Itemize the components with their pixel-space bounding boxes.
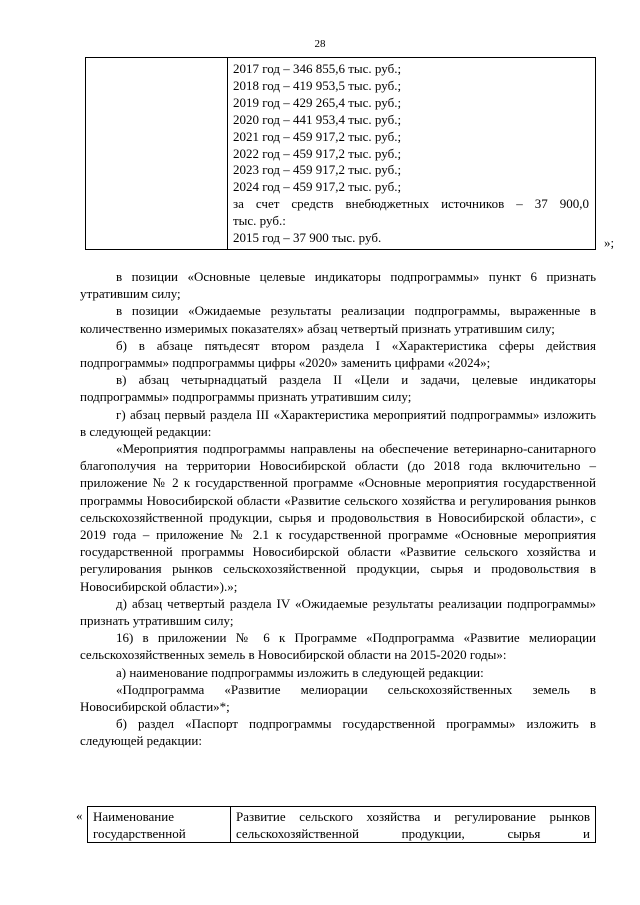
extrabudget-unit-line: тыс. руб.: [233,213,286,229]
passport-label-line: государственной [93,826,186,841]
passport-value-line: Развитие сельского хозяйства и регулирование рынков [236,809,590,824]
paragraph: в позиции «Основные целевые индикаторы подпрограммы» пункт 6 признать утратившим силу; [80,269,596,302]
passport-label-cell [88,807,231,843]
funding-year-line: 2022 год – 459 917,2 тыс. руб.; [233,145,402,161]
funding-year-line: 2023 год – 459 917,2 тыс. руб.; [233,162,402,178]
paragraph: «Подпрограмма «Развитие мелиорации сельскохозяйственных земель в Новосибирской области»*; [80,681,596,715]
funding-year-line: 2024 год – 459 917,2 тыс. руб.; [233,179,402,195]
paragraph: 16) в приложении № 6 к Программе «Подпрограмма «Развитие мелиорации сельскохозяйственных земель в Новосибирской области на 2015-2020 годы»: [80,630,596,663]
paragraph: а) наименование подпрограммы изложить в следующей редакции: [116,664,484,680]
document-body [80,268,596,750]
funding-year-line: 2017 год – 346 855,6 тыс. руб.; [233,61,402,76]
extrabudget-year-line: 2015 год – 37 900 тыс. руб. [233,230,382,246]
funding-year-line: 2019 год – 429 265,4 тыс. руб.; [233,94,402,110]
paragraph: в) абзац четырнадцатый раздела II «Цели и задачи, целевые индикаторы подпрограммы» подпрограммы признать утратившим силу; [80,372,596,405]
funding-year-line: 2020 год – 441 953,4 тыс. руб.; [233,111,402,127]
funding-table-label-cell [86,58,228,250]
paragraph: б) в абзаце пятьдесят втором раздела I «Характеристика сферы действия подпрограммы» подпрограммы цифры «2020» заменить цифрами «2024»; [80,337,596,371]
paragraph: б) раздел «Паспорт подпрограммы государственной программы» изложить в следующей редакции: [80,716,596,749]
paragraph: г) абзац первый раздела III «Характеристика мероприятий подпрограммы» изложить в следующей редакции: [80,406,596,439]
passport-value-cell [231,807,596,843]
paragraph: в позиции «Ожидаемые результаты реализации подпрограммы, выраженные в количественно измеримых показателях» абзац четвертый признать утратившим силу; [80,303,596,336]
passport-label-line: Наименование [93,809,174,824]
passport-table [87,806,596,843]
funding-year-line: 2018 год – 419 953,5 тыс. руб.; [233,77,402,93]
funding-table-values-cell [228,58,596,250]
funding-table [85,57,596,250]
opening-quote-mark: « [76,808,83,823]
passport-value-line: сельскохозяйственной продукции, сырья и [236,826,590,841]
closing-quote-mark: »; [604,235,615,250]
page-number: 28 [314,38,326,50]
paragraph: «Мероприятия подпрограммы направлены на обеспечение ветеринарно-санитарного благополучия на территории Новосибирской области (до 2018 года включительно – приложение № 2 к государственной программе «Основные мероприятия государственной программы Новосибирской области «Развитие сельского хозяйства и регулирования рынков сельскохозяйственной продукции, сырья и продовольствия в Новосибирской области», с 2019 года – приложение № 2.1 к государственной программе «Основные мероприятия государственной программы Новосибирской области «Развитие сельского хозяйства и регулирования рынков сельскохозяйственной продукции, сырья и продовольствия в Новосибирской области»).»; [80,441,596,594]
extrabudget-line: за счет средств внебюджетных источников – 37 900,0 [233,196,589,212]
paragraph: д) абзац четвертый раздела IV «Ожидаемые результаты реализации подпрограммы» признать утратившим силу; [80,595,596,629]
funding-year-line: 2021 год – 459 917,2 тыс. руб.; [233,128,402,144]
